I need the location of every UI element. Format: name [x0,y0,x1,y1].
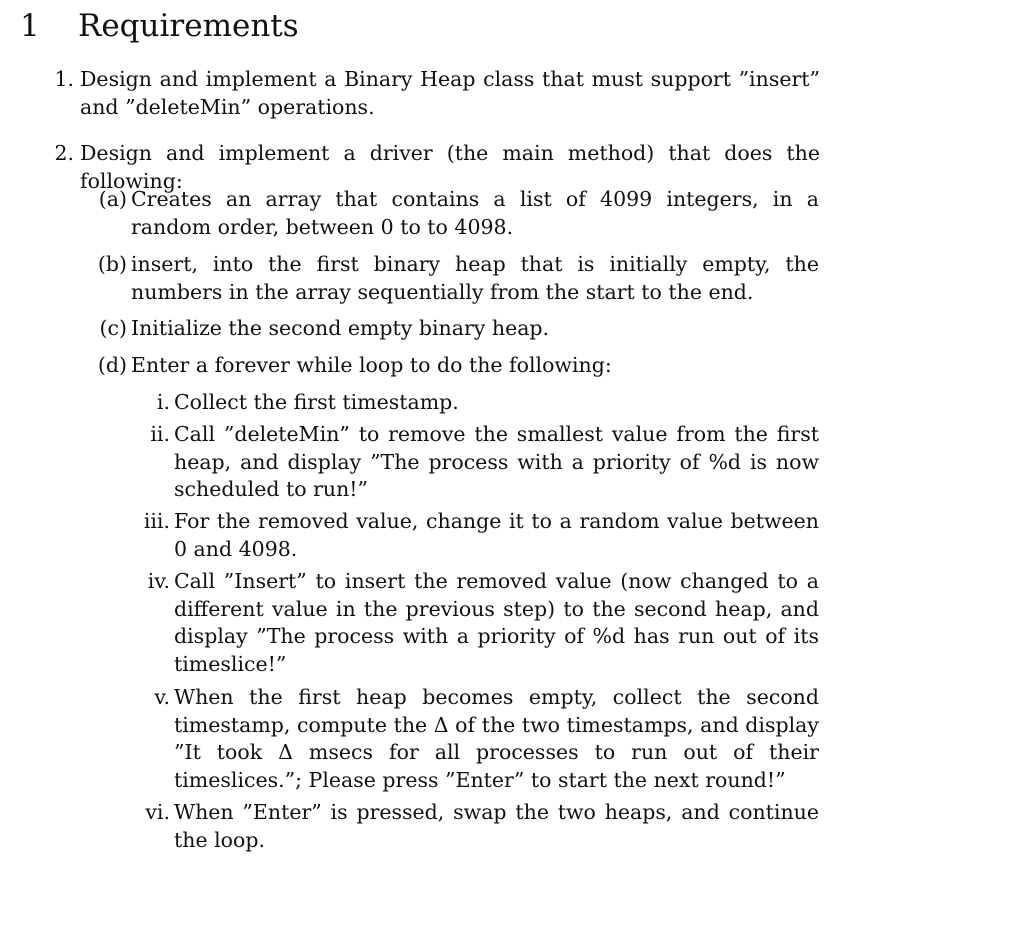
step-item [145,799,819,854]
step-item [154,684,819,794]
subitem [97,352,819,380]
step-label: ii. [150,422,170,446]
step-item [156,389,819,417]
subitem-text: Enter a forever while loop to do the following: [131,353,612,377]
item-text: Design and implement a Binary Heap class that must support ”insert” and ”deleteMin” operations. [80,67,820,119]
subitem-text: insert, into the first binary heap that is initially empty, the numbers in the array sequentially from the start to the end. [131,252,819,304]
section-title: Requirements [78,8,299,44]
subitem-label: (d) [97,353,127,377]
subitem-label: (b) [97,252,127,276]
step-text: Collect the first timestamp. [174,390,459,414]
step-text: Call ”deleteMin” to remove the smallest value from the first heap, and display ”The process with a priority of %d is now scheduled to run!” [174,422,819,501]
subitem [99,315,819,343]
subitem [98,186,819,241]
section-number: 1 [20,8,40,44]
step-text: For the removed value, change it to a random value between 0 and 4098. [174,509,819,561]
step-item [150,421,819,504]
item-label: 2. [54,141,74,165]
subitem [97,251,819,306]
requirement-item [54,66,820,121]
step-label: iii. [143,509,170,533]
subitem-label: (c) [99,316,127,340]
item-label: 1. [54,67,74,91]
subitem-label: (a) [98,187,127,211]
step-label: vi. [145,800,170,824]
item-text: Design and implement a driver (the main method) that does the following: [80,141,820,193]
step-text: When ”Enter” is pressed, swap the two heaps, and continue the loop. [174,800,819,852]
subitem-text: Creates an array that contains a list of 4099 integers, in a random order, between 0 to to 4098. [131,187,819,239]
step-text: When the first heap becomes empty, collect the second timestamp, compute the Δ of the two timestamps, and display ”It took Δ msecs for all processes to run out of their timeslices.”; Please press ”Enter” to start the next round!” [174,685,819,792]
step-item [147,568,819,678]
step-label: i. [156,390,170,414]
step-text: Call ”Insert” to insert the removed value (now changed to a different value in the previous step) to the second heap, and display ”The process with a priority of %d has run out of its timeslice!” [174,569,819,676]
section-heading [20,6,299,46]
step-item [143,508,819,563]
step-label: v. [154,685,170,709]
step-label: iv. [147,569,170,593]
subitem-text: Initialize the second empty binary heap. [131,316,550,340]
